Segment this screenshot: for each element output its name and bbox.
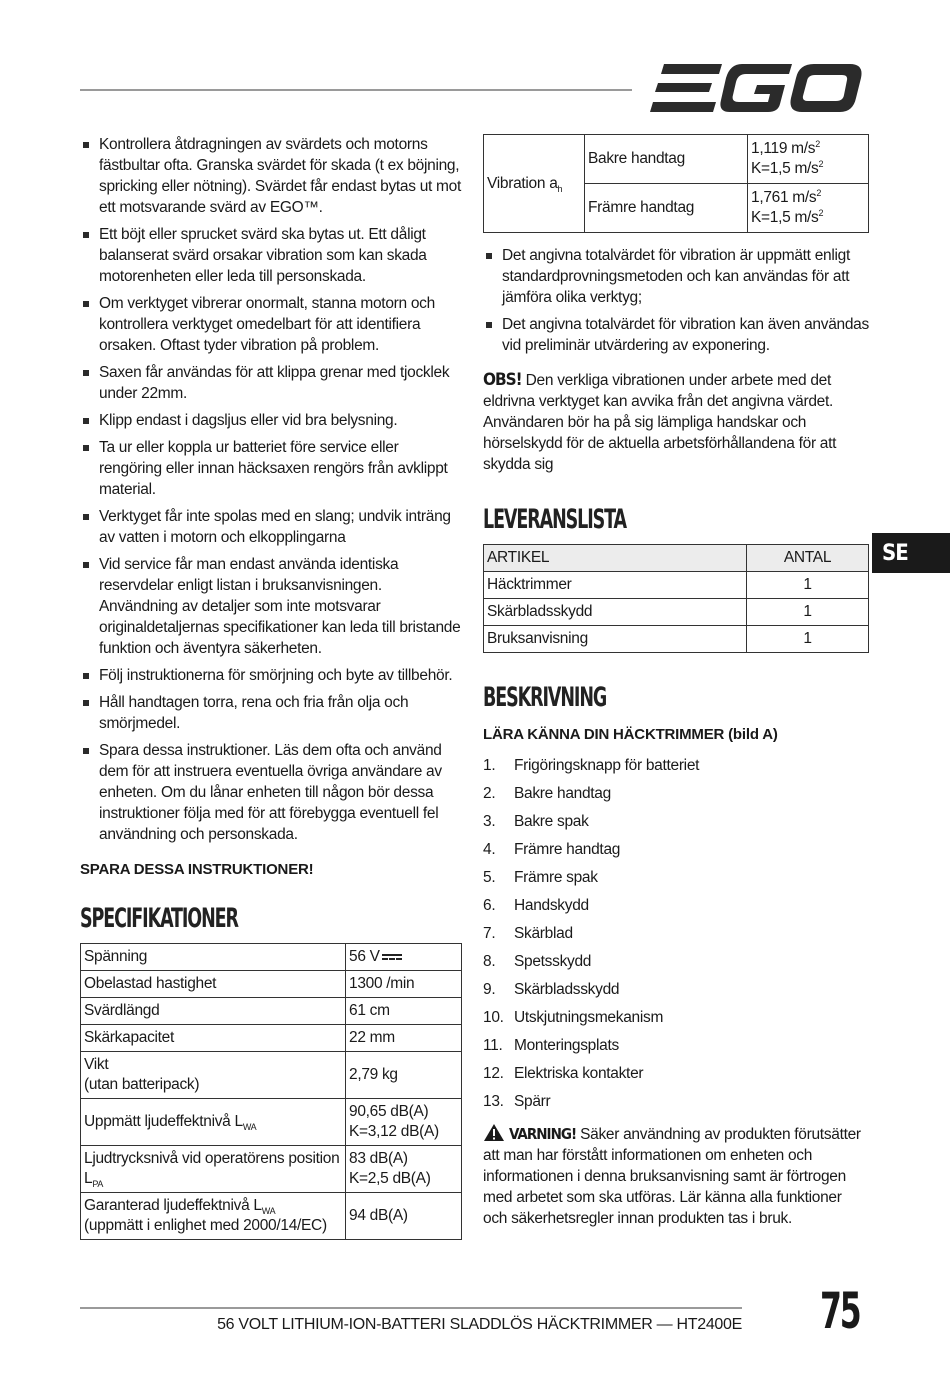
warning-note	[483, 1123, 869, 1229]
part-number: 13.	[483, 1092, 504, 1110]
lpa-label: Ljudtrycksnivå vid operatörens position L	[84, 1150, 340, 1187]
part-number: 5.	[483, 868, 496, 886]
vibration-notes-list	[483, 245, 869, 356]
vibration-table	[483, 134, 869, 233]
column-header-quantity: ANTAL	[747, 545, 869, 572]
list-item	[483, 863, 869, 891]
table-row	[81, 1146, 462, 1193]
table-cell	[81, 1099, 346, 1146]
part-number: 1.	[483, 756, 496, 774]
description-subheading: LÄRA KÄNNA DIN HÄCKTRIMMER (bild A)	[483, 726, 778, 743]
specifications-table	[80, 943, 462, 1240]
table-cell: 61 cm	[346, 998, 462, 1025]
part-number: 9.	[483, 980, 496, 998]
table-cell: 94 dB(A)	[346, 1193, 462, 1240]
list-item	[483, 919, 869, 947]
table-cell	[346, 1146, 462, 1193]
list-item	[483, 835, 869, 863]
voltage-value: 56 V	[349, 948, 380, 965]
table-row	[81, 1025, 462, 1052]
table-row	[484, 626, 869, 653]
part-name: Handskydd	[514, 896, 589, 914]
part-number: 3.	[483, 812, 496, 830]
list-item	[483, 1059, 869, 1087]
exponent: 2	[816, 187, 822, 198]
table-row	[484, 599, 869, 626]
list-item: Spara dessa instruktioner. Läs dem ofta och använd dem för att instruera eventuella övriga användare av enheten. Om du lånar enheten till någon bör dessa instruktioner följa med för att förebygga eventuell fel användning och personskada.	[80, 740, 462, 845]
part-number: 12.	[483, 1064, 504, 1082]
save-instructions-note: SPARA DESSA INSTRUKTIONER!	[80, 861, 314, 878]
table-cell: 1300 /min	[346, 971, 462, 998]
list-item: Klipp endast i dagsljus eller vid bra belysning.	[80, 410, 462, 431]
lpa-uncertainty: K=2,5 dB(A)	[349, 1170, 431, 1187]
exponent: 2	[815, 138, 820, 149]
table-row	[81, 1052, 462, 1099]
table-row	[81, 971, 462, 998]
part-number: 2.	[483, 784, 496, 802]
parts-list	[483, 751, 869, 1115]
page-number: 75	[820, 1282, 860, 1340]
weight-label-note: (utan batteripack)	[84, 1076, 200, 1093]
part-name: Främre spak	[514, 868, 598, 886]
list-item	[483, 751, 869, 779]
list-item: Det angivna totalvärdet för vibration kan även användas vid preliminär utvärdering av exponering.	[483, 314, 869, 356]
front-vibration-uncertainty: K=1,5 m/s	[751, 209, 819, 226]
weight-label: Vikt	[84, 1056, 109, 1073]
warning-text: Säker användning av produkten förutsätter att man har förstått informationen om enheten och informationen i denna bruksanvisning samt är förtrogen med arbetet som ska utföras. Lär känna alla funktioner och säkerhetsregler innan produkten tas i bruk.	[483, 1126, 861, 1227]
part-number: 6.	[483, 896, 496, 914]
column-header-article: ARTIKEL	[484, 545, 747, 572]
list-item: Ett böjt eller sprucket svärd ska bytas ut. Ett dåligt balanserat svärd orsakar vibration som kan skada motorenheten eller leda till personskada.	[80, 224, 462, 287]
delivery-list-heading: LEVERANSLISTA	[483, 504, 626, 535]
list-item	[483, 975, 869, 1003]
part-name: Skärbladsskydd	[514, 980, 620, 998]
part-name: Utskjutningsmekanism	[514, 1008, 664, 1026]
table-cell: Bakre handtag	[585, 135, 748, 184]
part-number: 7.	[483, 924, 496, 942]
exponent: 2	[818, 207, 824, 218]
list-item: Saxen får användas för att klippa grenar med tjocklek under 22mm.	[80, 362, 462, 404]
table-row	[484, 572, 869, 599]
table-cell	[748, 184, 869, 233]
part-name: Frigöringsknapp för batteriet	[514, 756, 700, 774]
table-header-row	[484, 545, 869, 572]
delivery-table	[483, 544, 869, 653]
rear-vibration-value: 1,119 m/s	[751, 140, 816, 157]
list-item	[483, 947, 869, 975]
part-number: 4.	[483, 840, 496, 858]
table-cell: Häcktrimmer	[484, 572, 747, 599]
lpa-value: 83 dB(A)	[349, 1150, 408, 1167]
table-cell: 1	[747, 599, 869, 626]
part-name: Elektriska kontakter	[514, 1064, 644, 1082]
table-cell: Skärkapacitet	[81, 1025, 346, 1052]
table-cell: 22 mm	[346, 1025, 462, 1052]
table-row	[81, 998, 462, 1025]
list-item: Verktyget får inte spolas med en slang; undvik inträng av vatten i motorn och elkopplingarna	[80, 506, 462, 548]
table-cell: Svärdlängd	[81, 998, 346, 1025]
lwa-subscript: WA	[242, 1122, 257, 1133]
obs-text: Den verkliga vibrationen under arbete med det eldrivna verktyget kan avvika från det angivna värdet. Användaren bör ha på sig lämpliga handskar och hörselskydd för de aktuella arbetsförhållandena för att skydda sig	[483, 372, 837, 473]
vibration-subscript: h	[557, 183, 563, 194]
list-item: Håll handtagen torra, rena och fria från olja och smörjmedel.	[80, 692, 462, 734]
table-cell: Spänning	[81, 944, 346, 971]
specifications-heading: SPECIFIKATIONER	[80, 903, 238, 934]
list-item	[483, 891, 869, 919]
list-item: Kontrollera åtdragningen av svärdets och motorns fästbultar ofta. Granska svärdet för skada (t ex böjning, spricking eller nötning). Svärdet får endast bytas ut mot ett motsvarande svärd av EGO™.	[80, 134, 462, 218]
list-item	[483, 1003, 869, 1031]
guaranteed-lwa-label: Garanterad ljudeffektnivå L	[84, 1197, 262, 1214]
guaranteed-lwa-note: (uppmätt i enlighet med 2000/14/EC)	[84, 1217, 327, 1234]
list-item	[483, 779, 869, 807]
direct-current-icon	[382, 952, 402, 962]
rear-vibration-uncertainty: K=1,5 m/s	[751, 160, 819, 177]
list-item: Vid service får man endast använda identiska reservdelar enligt listan i bruksanvisningen. Användning av detaljer som inte motsvarar originaldetaljernas specifikationer kan leda till bristande funktion och äventyra säkerheten.	[80, 554, 462, 659]
lwa-uncertainty: K=3,12 dB(A)	[349, 1123, 439, 1140]
part-name: Spetsskydd	[514, 952, 592, 970]
list-item	[483, 1087, 869, 1115]
list-item: Om verktyget vibrerar onormalt, stanna motorn och kontrollera verktyget omedelbart för att identifiera orsaken. Oftast tyder vibration på problem.	[80, 293, 462, 356]
guaranteed-lwa-subscript: WA	[261, 1206, 276, 1217]
part-name: Skärblad	[514, 924, 573, 942]
table-cell	[346, 944, 462, 971]
table-cell: 2,79 kg	[346, 1052, 462, 1099]
safety-bullet-list	[80, 134, 462, 845]
table-cell: Obelastad hastighet	[81, 971, 346, 998]
obs-note	[483, 370, 869, 475]
lwa-label: Uppmätt ljudeffektnivå L	[84, 1113, 243, 1130]
table-cell	[81, 1052, 346, 1099]
list-item: Följ instruktionerna för smörjning och byte av tillbehör.	[80, 665, 462, 686]
table-cell: Bruksanvisning	[484, 626, 747, 653]
part-name: Bakre spak	[514, 812, 589, 830]
list-item	[483, 1031, 869, 1059]
table-cell	[748, 135, 869, 184]
table-row	[484, 135, 869, 184]
list-item: Det angivna totalvärdet för vibration är uppmätt enligt standardprovningsmetoden och kan användas för att jämföra olika verktyg;	[483, 245, 869, 308]
table-cell: Främre handtag	[585, 184, 748, 233]
warning-triangle-icon	[483, 1123, 505, 1142]
part-number: 11.	[483, 1036, 503, 1054]
exponent: 2	[818, 158, 824, 169]
table-cell	[81, 1193, 346, 1240]
table-cell: 1	[747, 626, 869, 653]
obs-label: OBS!	[483, 370, 522, 390]
footer-rule	[80, 1307, 742, 1309]
vibration-label: Vibration a	[487, 174, 558, 192]
language-tab: SE	[872, 533, 950, 573]
table-row	[81, 944, 462, 971]
lwa-value: 90,65 dB(A)	[349, 1103, 429, 1120]
front-vibration-value: 1,761 m/s	[751, 189, 817, 206]
warning-label: VARNING!	[509, 1125, 577, 1143]
table-cell	[81, 1146, 346, 1193]
part-number: 10.	[483, 1008, 504, 1026]
table-row	[81, 1193, 462, 1240]
table-row	[81, 1099, 462, 1146]
list-item: Ta ur eller koppla ur batteriet före service eller rengöring eller innan häcksaxen rengörs från avklippt material.	[80, 437, 462, 500]
table-cell	[346, 1099, 462, 1146]
table-cell: 1	[747, 572, 869, 599]
part-name: Monteringsplats	[514, 1036, 619, 1054]
ego-logo	[650, 62, 862, 114]
left-column	[80, 134, 462, 1240]
description-heading: BESKRIVNING	[483, 682, 607, 713]
footer-title: 56 VOLT LITHIUM-ION-BATTERI SLADDLÖS HÄCKTRIMMER — HT2400E	[217, 1316, 742, 1333]
list-item	[483, 807, 869, 835]
part-name: Bakre handtag	[514, 784, 611, 802]
table-cell: Skärbladsskydd	[484, 599, 747, 626]
part-name: Främre handtag	[514, 840, 621, 858]
table-cell	[484, 135, 585, 233]
lpa-subscript: PA	[92, 1179, 104, 1190]
part-number: 8.	[483, 952, 496, 970]
header-rule	[80, 89, 632, 91]
right-column	[483, 134, 869, 1229]
part-name: Spärr	[514, 1092, 551, 1110]
